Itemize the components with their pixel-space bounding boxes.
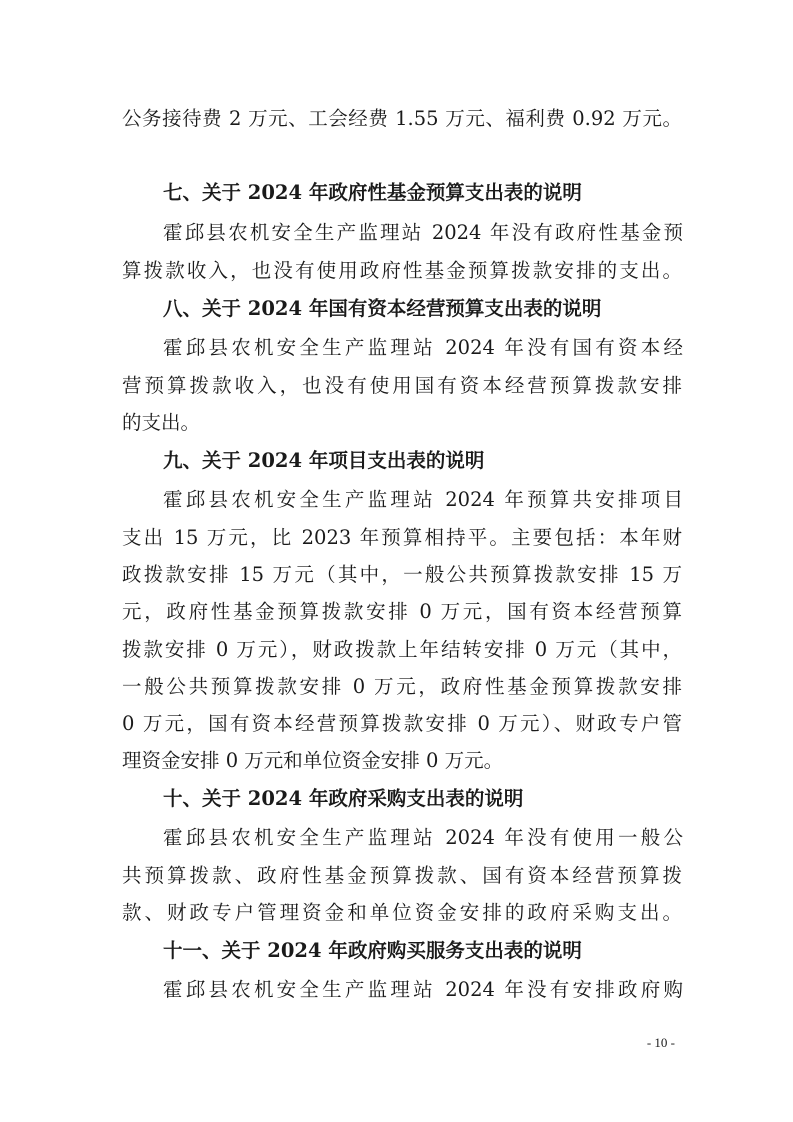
body-text-line: 理资金安排 0 万元和单位资金安排 0 万元。: [122, 749, 504, 772]
body-text-line: 一般公共预算拨款安排 0 万元，政府性基金预算拨款安排: [122, 675, 682, 698]
body-text-line: 共预算拨款、政府性基金预算拨款、国有资本经营预算拨: [122, 864, 682, 887]
body-text-line: 霍邱县农机安全生产监理站 2024 年没有政府性基金预: [163, 221, 683, 244]
body-text-line: 0 万元，国有资本经营预算拨款安排 0 万元）、财政专户管: [122, 712, 682, 735]
body-text-line: 拨款安排 0 万元），财政拨款上年结转安排 0 万元（其中，: [122, 638, 682, 661]
body-text-line: 公务接待费 2 万元、工会经费 1.55 万元、福利费 0.92 万元。: [122, 107, 682, 130]
body-text-line: 的支出。: [122, 411, 201, 434]
page-number: - 10 -: [646, 1035, 675, 1050]
section-heading-8: 八、关于 2024 年国有资本经营预算支出表的说明: [163, 297, 602, 320]
body-text-line: 算拨款收入，也没有使用政府性基金预算拨款安排的支出。: [122, 259, 682, 282]
body-text-line: 霍邱县农机安全生产监理站 2024 年没有使用一般公: [163, 826, 683, 849]
body-text-line: 霍邱县农机安全生产监理站 2024 年没有国有资本经: [163, 336, 683, 359]
body-text-line: 霍邱县农机安全生产监理站 2024 年预算共安排项目: [163, 488, 683, 511]
section-heading-11: 十一、关于 2024 年政府购买服务支出表的说明: [163, 939, 582, 962]
body-text-line: 霍邱县农机安全生产监理站 2024 年没有安排政府购: [163, 978, 683, 1001]
body-text-line: 支出 15 万元，比 2023 年预算相持平。主要包括：本年财: [122, 526, 682, 549]
body-text-line: 款、财政专户管理资金和单位资金安排的政府采购支出。: [122, 901, 682, 924]
body-text-line: 营预算拨款收入，也没有使用国有资本经营预算拨款安排: [122, 374, 682, 397]
section-heading-9: 九、关于 2024 年项目支出表的说明: [163, 449, 485, 472]
body-text-line: 元，政府性基金预算拨款安排 0 万元，国有资本经营预算: [122, 600, 682, 623]
body-text-line: 政拨款安排 15 万元（其中，一般公共预算拨款安排 15 万: [122, 563, 682, 586]
section-heading-7: 七、关于 2024 年政府性基金预算支出表的说明: [163, 181, 582, 204]
section-heading-10: 十、关于 2024 年政府采购支出表的说明: [163, 787, 524, 810]
